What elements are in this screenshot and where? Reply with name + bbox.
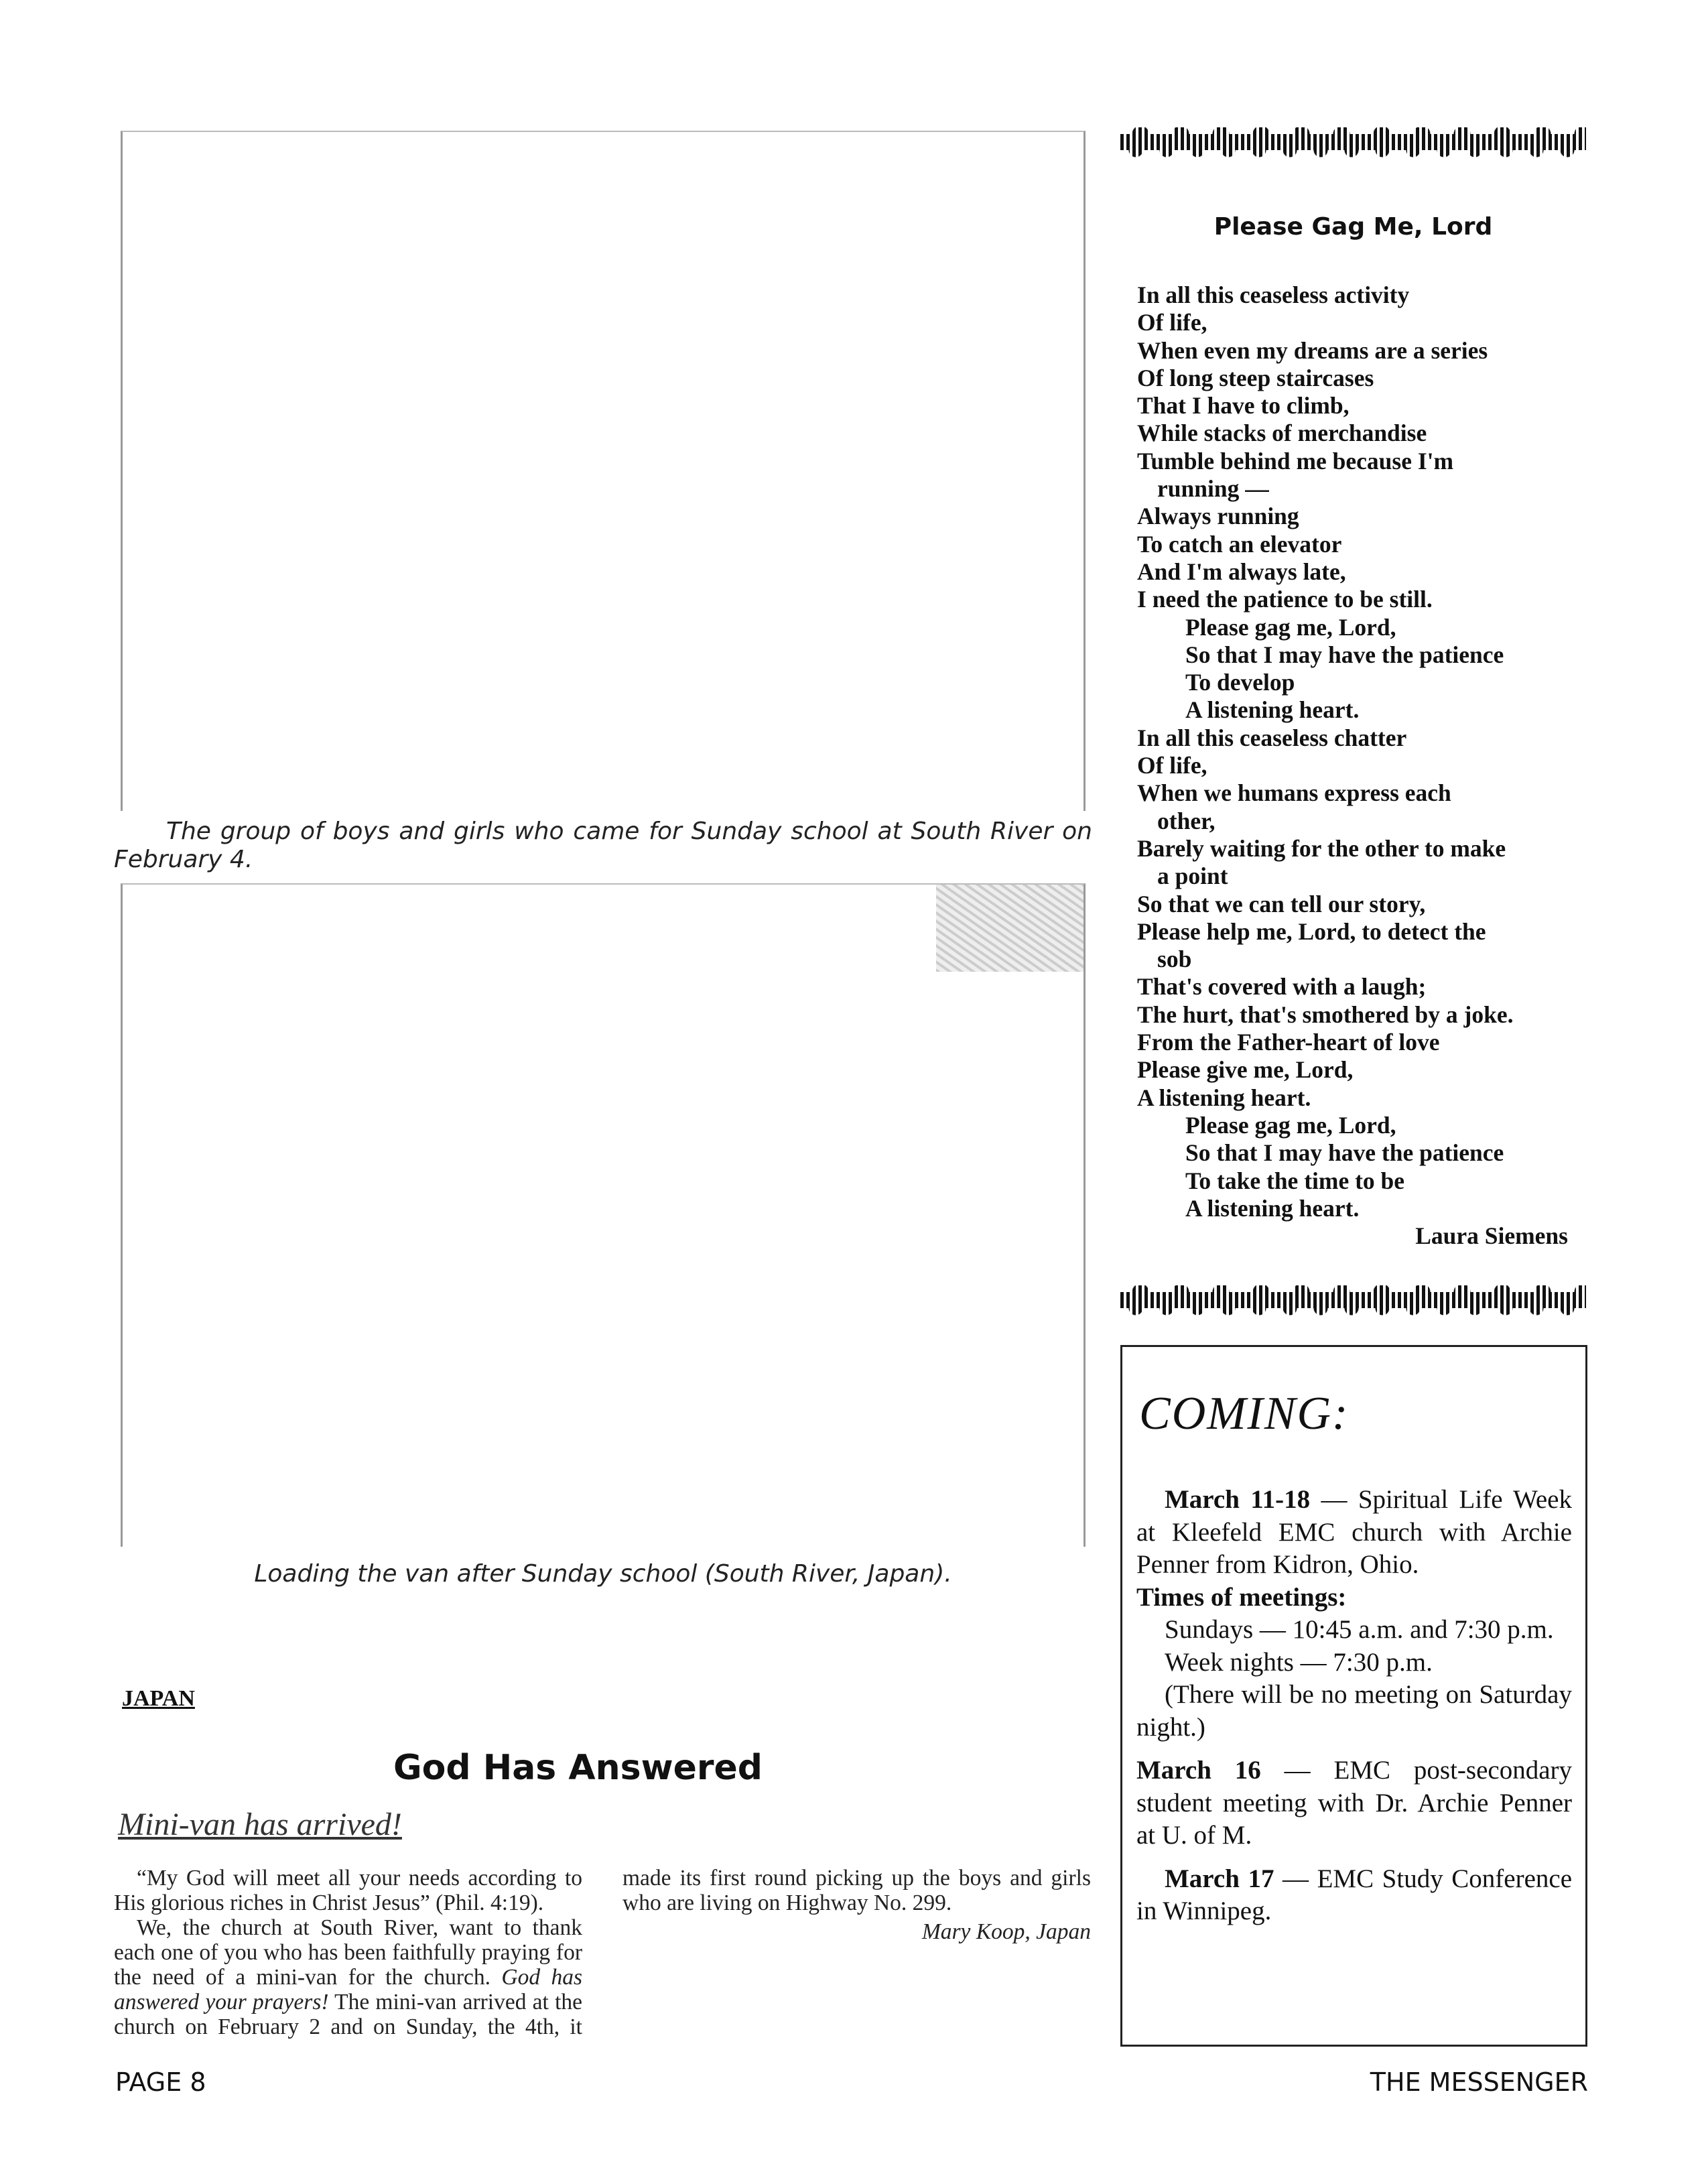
poem-line: In all this ceaseless activity: [1137, 281, 1410, 308]
poem-line: running —: [1157, 475, 1269, 503]
poem-line: And I'm always late,: [1137, 558, 1346, 585]
poem-line: Of long steep staircases: [1137, 364, 1374, 391]
poem-line: So that I may have the patience: [1185, 1139, 1504, 1167]
poem-line: Tumble behind me because I'm: [1137, 447, 1454, 474]
poem-line: Always running: [1137, 503, 1299, 530]
page-number: PAGE 8: [115, 2067, 206, 2097]
poem-line: While stacks of merchandise: [1137, 420, 1427, 447]
photo-caption-top: The group of boys and girls who came for Sunday school at South River on February 4.: [114, 818, 1092, 873]
poem-line: A listening heart.: [1185, 1194, 1360, 1222]
times-heading: Times of meetings:: [1136, 1582, 1347, 1612]
photo-foliage-corner: [936, 885, 1083, 972]
poem-line: When even my dreams are a series: [1137, 336, 1488, 364]
article-paragraph-1: “My God will meet all your needs according to His glorious riches in Christ Jesus” (Phil. 4:19).: [114, 1866, 582, 1915]
poem-line: A listening heart.: [1137, 1084, 1311, 1111]
poem-line: Of life,: [1137, 309, 1207, 336]
poem-line: I need the patience to be still.: [1137, 586, 1433, 613]
poem-line: From the Father-heart of love: [1137, 1029, 1440, 1056]
poem-line: When we humans express each: [1137, 779, 1451, 807]
times-sundays: Sundays — 10:45 a.m. and 7:30 p.m.: [1165, 1615, 1554, 1644]
article-paragraph-2: We, the church at South River, want to thank each one of you who has been faithfully praying for the need of a mini-van for the church. God has answered your prayers! The mini-van arrived at the church on February 2 and on Sunday, the 4th, it made its first round picking up the boys and girls who are living on Highway No. 299.: [114, 1866, 1091, 2039]
poem-body: [1137, 281, 1573, 1222]
poem-line: So that I may have the patience: [1185, 641, 1504, 668]
photo-sunday-school-group: [121, 131, 1086, 811]
event-spiritual-life-week: March 11-18 — Spiritual Life Week at Kleefeld EMC church with Archie Penner from Kidron, Ohio.: [1136, 1485, 1572, 1579]
photo-loading-van: [121, 883, 1086, 1547]
ornament-border-top: [1120, 127, 1586, 158]
poem-line: Please gag me, Lord,: [1185, 613, 1396, 641]
poem-line: sob: [1157, 946, 1192, 973]
section-label: JAPAN: [122, 1686, 195, 1711]
article-body: [114, 1866, 1091, 2041]
photo-caption-bottom: Loading the van after Sunday school (South River, Japan).: [254, 1560, 952, 1588]
publication-name: THE MESSENGER: [1370, 2067, 1588, 2097]
article-subhead: Mini-van has arrived!: [118, 1807, 402, 1842]
poem-line: a point: [1157, 862, 1228, 890]
times-no-meeting: (There will be no meeting on Saturday night.): [1136, 1680, 1572, 1742]
event-study-conference: March 17 — EMC Study Conference in Winnipeg.: [1136, 1864, 1572, 1925]
poem-line: To catch an elevator: [1137, 530, 1342, 558]
poem-line: Barely waiting for the other to make: [1137, 834, 1506, 862]
article-headline: God Has Answered: [393, 1748, 763, 1788]
poem-line: The hurt, that's smothered by a joke.: [1137, 1001, 1514, 1028]
poem-author: Laura Siemens: [1415, 1222, 1568, 1249]
times-weeknights: Week nights — 7:30 p.m.: [1165, 1647, 1433, 1677]
poem-line: Of life,: [1137, 752, 1207, 779]
poem-line: That I have to climb,: [1137, 392, 1350, 420]
poem-line: In all this ceaseless chatter: [1137, 724, 1407, 751]
poem-line: Please give me, Lord,: [1137, 1056, 1354, 1084]
coming-events-list: [1136, 1484, 1572, 1928]
poem-line: So that we can tell our story,: [1137, 890, 1426, 917]
poem-line: To take the time to be: [1185, 1167, 1405, 1194]
poem-line: A listening heart.: [1185, 696, 1360, 724]
ornament-border-bottom: [1120, 1285, 1586, 1316]
poem-line: That's covered with a laugh;: [1137, 973, 1427, 1001]
poem-line: other,: [1157, 807, 1216, 834]
poem-line: Please gag me, Lord,: [1185, 1111, 1396, 1139]
poem-title: Please Gag Me, Lord: [1213, 213, 1493, 241]
event-post-secondary: March 16 — EMC post-secondary student meeting with Dr. Archie Penner at U. of M.: [1136, 1756, 1573, 1850]
poem-line: Please help me, Lord, to detect the: [1137, 917, 1486, 945]
article-signature: Mary Koop, Japan: [921, 1919, 1091, 1944]
poem-line: To develop: [1185, 669, 1295, 696]
coming-title: COMING:: [1139, 1388, 1350, 1439]
